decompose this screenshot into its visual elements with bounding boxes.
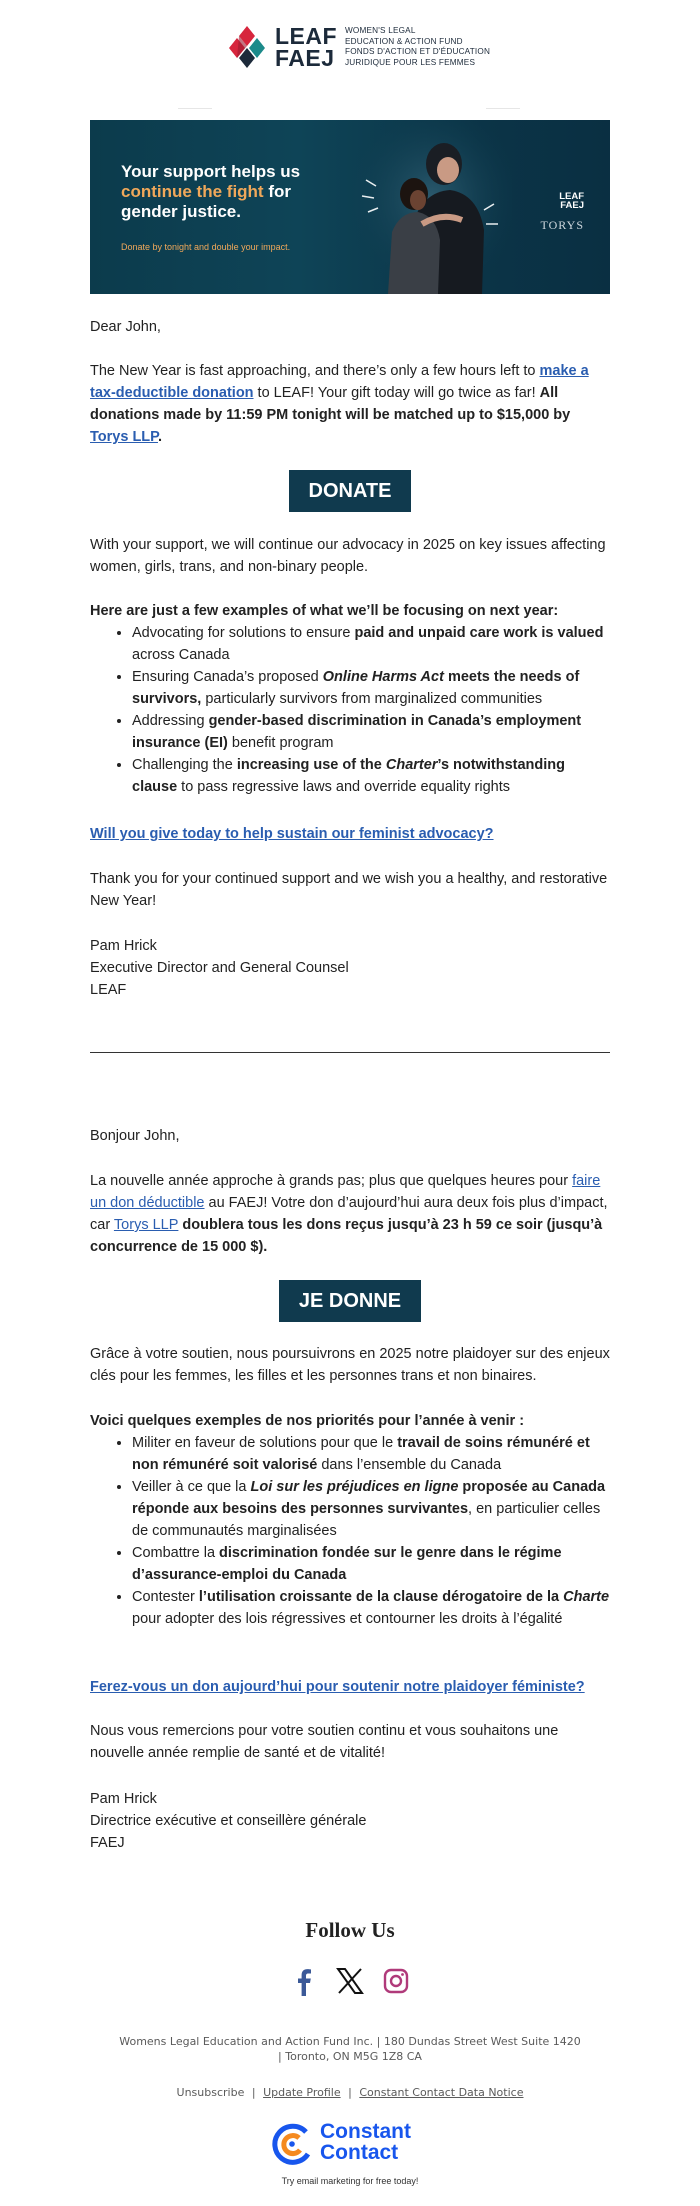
update-profile-link[interactable]: Update Profile [263, 2086, 341, 2099]
logo-wordmark: LEAF FAEJ [275, 23, 338, 71]
signature-org: FAEJ [90, 1835, 125, 1851]
torys-link-en[interactable]: Torys LLP [90, 429, 158, 445]
language-divider [90, 1052, 610, 1053]
list-item: • Contester l’utilisation croissante de la clause dérogatoire de la Charte pour adopter des lois régressives et contourner les droits à l’égalité [132, 1586, 610, 1630]
instagram-icon[interactable] [381, 1966, 411, 1996]
examples-heading-fr: Voici quelques exemples de nos priorités pour l’année à venir : [90, 1413, 525, 1429]
constant-contact-tagline[interactable]: Try email marketing for free today! [281, 2176, 419, 2186]
email-header [0, 22, 700, 80]
donation-link-en[interactable]: make a tax-deductible donation [90, 363, 589, 401]
banner-title: Your support helps us continue the fight for gender justice. [121, 162, 301, 221]
banner-partner-logos: LEAF FAEJ TORYS [540, 191, 584, 232]
social-links [0, 1966, 700, 2000]
spacer-rule [178, 108, 212, 109]
signature-name: Pam Hrick [90, 938, 157, 954]
list-item: • Addressing gender-based discrimination in Canada’s employment insurance (EI) benefit program [132, 710, 610, 754]
examples-heading-en: Here are just a few examples of what we’ll be focusing on next year: [90, 603, 559, 619]
list-item: • Challenging the increasing use of the Charter’s notwithstanding clause to pass regressive laws and override equality rights [132, 754, 610, 798]
list-item: • Combattre la discrimination fondée sur le genre dans le régime d’assurance-emploi du Canada [132, 1542, 610, 1586]
intro-paragraph-en: The New Year is fast approaching, and there’s only a few hours left to make a tax-deductible donation to LEAF! Your gift today will go twice as far! All donations made by 11:59 PM tonight will be matched up to $15,000 by Torys LLP. [90, 363, 589, 445]
data-notice-link[interactable]: Constant Contact Data Notice [359, 2086, 524, 2099]
signature-en [90, 935, 610, 1001]
unsubscribe-link[interactable]: Unsubscribe [176, 2086, 245, 2099]
cta-link-en[interactable]: Will you give today to help sustain our feminist advocacy? [90, 826, 494, 842]
cta-link-fr[interactable]: Ferez-vous un don aujourd’hui pour soutenir notre plaidoyer féministe? [90, 1679, 585, 1695]
greeting-fr: Bonjour John, [90, 1128, 180, 1144]
list-item: • Militer en faveur de solutions pour que le travail de soins rémunéré et non rémunéré soit valorisé dans l’ensemble du Canada [132, 1432, 610, 1476]
signature-title: Executive Director and General Counsel [90, 960, 349, 976]
footer-links: Unsubscribe | Update Profile | Constant Contact Data Notice [176, 2086, 524, 2099]
spacer-rule [486, 108, 520, 109]
cta-paragraph-en [90, 823, 610, 845]
donation-link-fr[interactable]: faire un don déductible [90, 1173, 601, 1211]
list-item: • Ensuring Canada’s proposed Online Harms Act meets the needs of survivors, particularly survivors from marginalized communities [132, 666, 610, 710]
leaf-logo[interactable] [225, 22, 491, 80]
constant-contact-mark-icon [270, 2122, 314, 2166]
logo-subtitle: WOMEN'S LEGAL EDUCATION & ACTION FUND FONDS D'ACTION ET D'ÉDUCATION JURIDIQUE POUR LES FEMMES [345, 26, 491, 67]
signature-title: Directrice exécutive et conseillère générale [90, 1813, 367, 1829]
banner-note: Donate by tonight and double your impact. [121, 242, 291, 252]
embracing-women-photo-icon [352, 120, 512, 294]
thanks-paragraph-fr: Nous vous remercions pour votre soutien continu et vous souhaitons une nouvelle année remplie de santé et de vitalité! [90, 1723, 559, 1761]
follow-us-heading: Follow Us [305, 1918, 395, 1942]
footer-address: Womens Legal Education and Action Fund Inc. | 180 Dundas Street West Suite 1420 | Toronto, ON M5G 1Z8 CA [119, 2035, 581, 2063]
facebook-icon[interactable] [289, 1966, 319, 1996]
constant-contact-wordmark: Constant Contact [320, 2120, 411, 2164]
hero-banner[interactable] [90, 120, 610, 294]
signature-name: Pam Hrick [90, 1791, 157, 1807]
list-item: • Veiller à ce que la Loi sur les préjudices en ligne proposée au Canada réponde aux besoins des personnes survivantes, en particulier celles de communautés marginalisées [132, 1476, 610, 1542]
torys-link-fr[interactable]: Torys LLP [113, 1217, 179, 1233]
thanks-paragraph-en: Thank you for your continued support and we wish you a healthy, and restorative New Year! [90, 871, 608, 909]
cta-paragraph-fr [90, 1676, 610, 1698]
priorities-list-en [90, 622, 610, 798]
list-item: • Advocating for solutions to ensure paid and unpaid care work is valued across Canada [132, 622, 610, 666]
leaf-logo-mark-icon [225, 24, 269, 68]
x-icon[interactable] [335, 1966, 365, 1996]
support-paragraph-fr: Grâce à votre soutien, nous poursuivrons en 2025 notre plaidoyer sur des enjeux clés pour les femmes, les filles et les personnes trans et non binaires. [90, 1346, 610, 1384]
support-paragraph-en: With your support, we will continue our advocacy in 2025 on key issues affecting women, girls, trans, and non-binary people. [90, 537, 606, 575]
donate-button[interactable]: DONATE [289, 470, 411, 512]
greeting-en: Dear John, [90, 319, 161, 335]
constant-contact-logo[interactable] [270, 2120, 440, 2170]
intro-paragraph-fr: La nouvelle année approche à grands pas; plus que quelques heures pour faire un don déductible au FAEJ! Votre don d’aujourd’hui aura deux fois plus d’impact, car Torys LLP doublera tous les dons reçus jusqu’à 23 h 59 ce soir (jusqu’à concurrence de 15 000 $). [90, 1173, 608, 1255]
signature-fr [90, 1788, 610, 1854]
signature-org: LEAF [90, 982, 127, 998]
priorities-list-fr [90, 1432, 610, 1630]
je-donne-button[interactable]: JE DONNE [279, 1280, 421, 1322]
